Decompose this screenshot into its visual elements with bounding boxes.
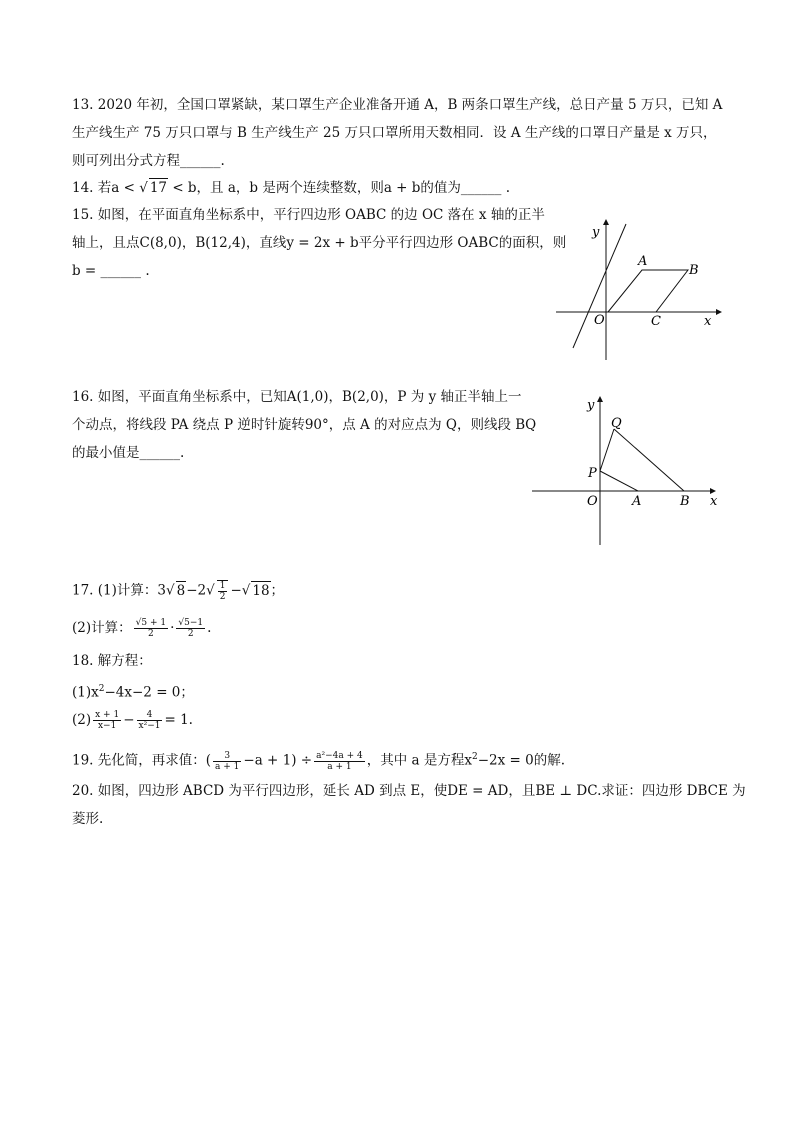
q17-minus: − — [230, 582, 242, 599]
q13-line3: 则可列出分式方程______. — [72, 153, 225, 169]
q18-part1 — [72, 680, 194, 702]
label-y: y — [587, 398, 595, 413]
q18-p1-b: −4x−2 = 0； — [104, 684, 194, 701]
label-q: Q — [611, 416, 622, 431]
label-b: B — [689, 263, 699, 278]
sqrt-symbol: √ — [206, 582, 215, 599]
label-a: A — [632, 494, 642, 509]
q18-frac2: $\frac{4}{\text{x²−1}}$ — [138, 710, 161, 731]
q19-b: −a + 1) ÷ — [243, 752, 313, 769]
q14-root: 17 — [149, 180, 168, 196]
q15-line2: 轴上，且点C(8,0)，B(12,4)，直线y = 2x + b平分平行四边形 OABC的面积，则 — [72, 235, 567, 251]
q17-frac2: $\frac{√5-1}{2}$ — [178, 618, 204, 639]
line-y-2x-b — [573, 224, 626, 348]
q20-line2: 菱形. — [72, 811, 104, 827]
q20-line1: 20. 如图，四边形 ABCD 为平行四边形，延长 AD 到点 E，使DE = AD，且BE ⊥ DC.求证：四边形 DBCE 为 — [72, 783, 746, 799]
q15-line1: 15. 如图，在平面直角坐标系中，平行四边形 OABC 的边 OC 落在 x 轴的正半 — [72, 207, 545, 223]
q15-figure — [556, 212, 726, 362]
q18-p2-label: (2) — [72, 712, 92, 728]
q17-p2-label: (2)计算： — [72, 620, 132, 636]
q17-part2 — [72, 618, 211, 639]
q19-sup: 2 — [471, 752, 478, 762]
label-o: O — [594, 313, 605, 328]
q19-frac2: $\frac{\text{a²−4a + 4}}{a + 1}$ — [316, 750, 363, 772]
label-y: y — [592, 225, 600, 240]
q17-minus-2: −2 — [186, 582, 207, 599]
q15-line3: b = ______ . — [72, 263, 150, 279]
segment-pa — [600, 471, 638, 491]
q13-line2: 生产线生产 75 万只口罩与 B 生产线生产 25 万只口罩所用天数相同．设 A 生产线的口罩日产量是 x 万只， — [72, 125, 717, 141]
q18-frac1: $\frac{x + 1}{x-1}$ — [95, 710, 120, 731]
label-x: x — [710, 494, 718, 509]
q17-p2-end: . — [207, 620, 212, 636]
q18-minus: − — [123, 712, 135, 728]
q19-line — [72, 748, 565, 772]
q16-line2: 个动点，将线段 PA 绕点 P 逆时针旋转90°，点 A 的对应点为 Q，则线段 BQ — [72, 417, 537, 433]
q18-end: = 1. — [164, 712, 193, 728]
q17-frac-half: $\frac{1}{2}$ — [217, 580, 229, 602]
sqrt-symbol: √ — [241, 582, 251, 599]
sqrt-symbol: √ — [139, 180, 148, 196]
q17-part1 — [72, 580, 284, 602]
q17-frac1: $\frac{√5 + 1}{2}$ — [135, 618, 167, 639]
q17-label: 17. (1)计算：3 — [72, 582, 166, 599]
q16-line1: 16. 如图，平面直角坐标系中，已知A(1,0)，B(2,0)，P 为 y 轴正半轴上一 — [72, 389, 522, 405]
q13-line1: 13. 2020 年初，全国口罩紧缺，某口罩生产企业准备开通 A，B 两条口罩生产线，总日产量 5 万只，已知 A — [72, 97, 723, 113]
segment-qb — [614, 429, 684, 491]
q17-dot: · — [170, 620, 175, 636]
label-b: B — [680, 494, 690, 509]
q14-part-b: < b，且 a，b 是两个连续整数，则a + b的值为______ . — [172, 180, 510, 196]
q18-p1-a: (1)x — [72, 684, 99, 701]
q14-part-a: 14. 若a < — [72, 180, 135, 196]
q16-line3: 的最小值是______. — [72, 445, 185, 461]
q18-part2 — [72, 710, 193, 731]
sqrt-symbol: √ — [165, 582, 175, 599]
label-o: O — [587, 494, 598, 509]
q17-root-18: 18 — [252, 582, 270, 599]
q18-title: 18. 解方程： — [72, 653, 152, 669]
q19-frac1: $\frac{3}{a + 1}$ — [215, 750, 240, 772]
q18-p1-sup: 2 — [98, 684, 105, 694]
label-c: C — [651, 314, 661, 329]
label-p: P — [588, 466, 597, 481]
segment-pq — [600, 429, 614, 471]
q14-line — [72, 178, 510, 197]
label-x: x — [704, 314, 712, 329]
q19-a: 19. 先化简，再求值：( — [72, 752, 212, 769]
q17-end: ； — [270, 582, 285, 599]
label-a: A — [638, 254, 648, 269]
q19-d: −2x = 0的解. — [477, 752, 565, 769]
q16-figure — [530, 393, 730, 548]
q17-root-8: 8 — [176, 582, 186, 599]
q19-c: ，其中 a 是方程x — [366, 752, 472, 769]
parallelogram-oabc — [608, 270, 688, 312]
